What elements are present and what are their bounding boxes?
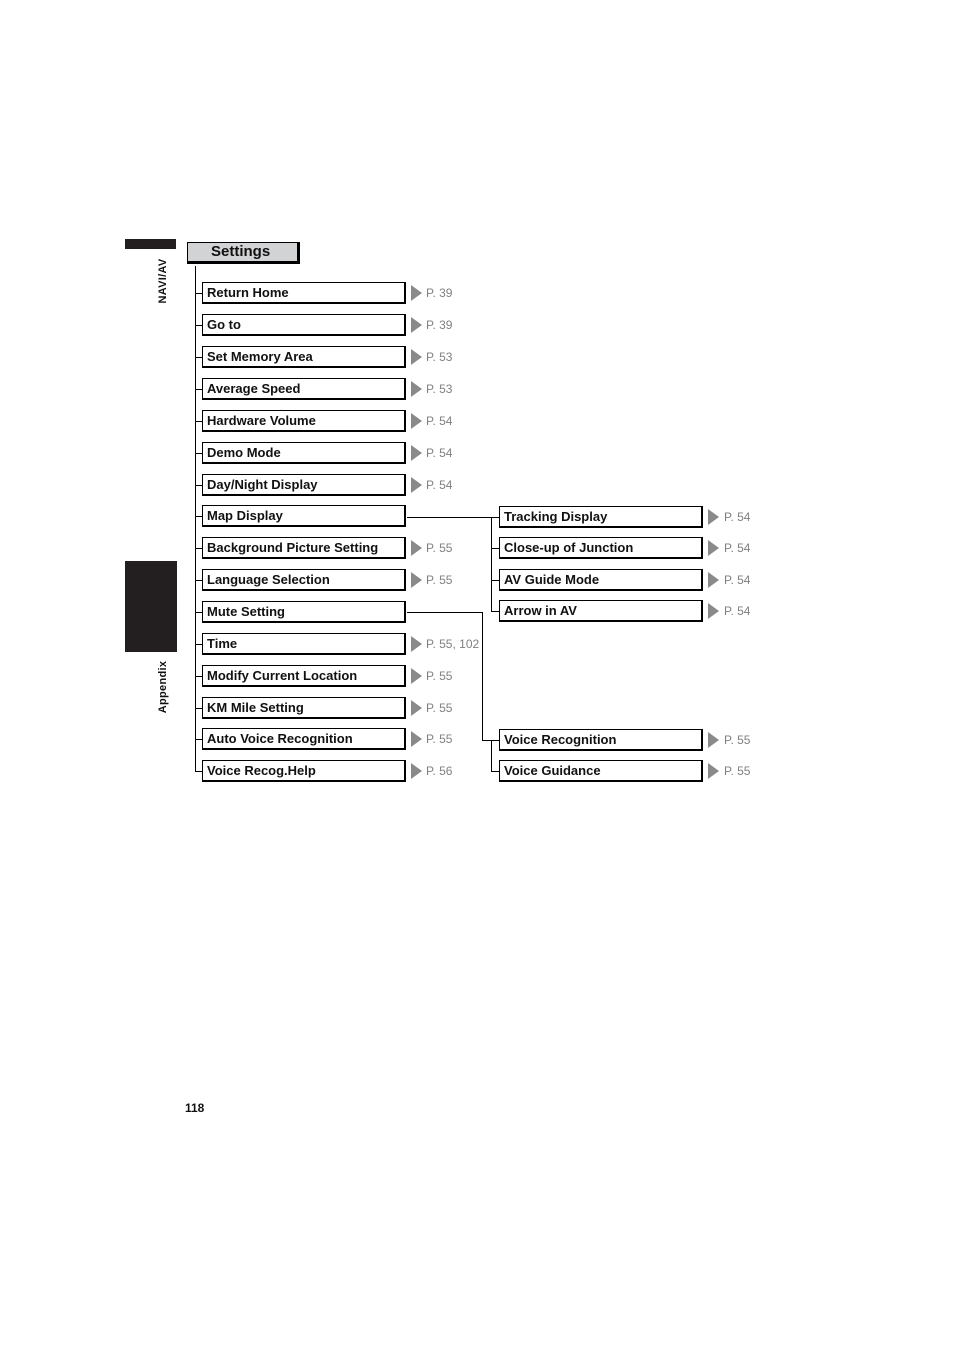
menu-item-arrow-in-av: Arrow in AV bbox=[499, 600, 703, 622]
menu-item-voice-recog-help: Voice Recog.Help bbox=[202, 760, 406, 782]
reference-arrow-icon bbox=[411, 381, 422, 397]
menu-item-go-to: Go to bbox=[202, 314, 406, 336]
page-reference: P. 54 bbox=[724, 604, 751, 618]
reference-arrow-icon bbox=[411, 413, 422, 429]
page-reference: P. 55 bbox=[426, 573, 453, 587]
reference-arrow-icon bbox=[411, 477, 422, 493]
menu-item-background-picture-setting: Background Picture Setting bbox=[202, 537, 406, 559]
reference-arrow-icon bbox=[411, 700, 422, 716]
reference-arrow-icon bbox=[411, 445, 422, 461]
page-reference: P. 54 bbox=[426, 478, 453, 492]
menu-item-map-display: Map Display bbox=[202, 505, 406, 527]
page-reference: P. 55 bbox=[426, 669, 453, 683]
menu-item-average-speed: Average Speed bbox=[202, 378, 406, 400]
reference-arrow-icon bbox=[708, 603, 719, 619]
page-reference: P. 55 bbox=[724, 733, 751, 747]
reference-arrow-icon bbox=[411, 572, 422, 588]
page-reference: P. 53 bbox=[426, 382, 453, 396]
menu-item-av-guide-mode: AV Guide Mode bbox=[499, 569, 703, 591]
reference-arrow-icon bbox=[708, 732, 719, 748]
reference-arrow-icon bbox=[411, 636, 422, 652]
reference-arrow-icon bbox=[411, 317, 422, 333]
menu-item-set-memory-area: Set Memory Area bbox=[202, 346, 406, 368]
settings-section-title: Settings bbox=[187, 242, 300, 264]
page-reference: P. 55 bbox=[724, 764, 751, 778]
reference-arrow-icon bbox=[411, 668, 422, 684]
menu-item-modify-current-location: Modify Current Location bbox=[202, 665, 406, 687]
menu-item-language-selection: Language Selection bbox=[202, 569, 406, 591]
page-reference: P. 39 bbox=[426, 286, 453, 300]
page-reference: P. 55 bbox=[426, 701, 453, 715]
page-reference: P. 55, 102 bbox=[426, 637, 480, 651]
menu-item-day-night-display: Day/Night Display bbox=[202, 474, 406, 496]
reference-arrow-icon bbox=[708, 763, 719, 779]
reference-arrow-icon bbox=[708, 572, 719, 588]
reference-arrow-icon bbox=[411, 285, 422, 301]
page-reference: P. 39 bbox=[426, 318, 453, 332]
menu-item-voice-guidance: Voice Guidance bbox=[499, 760, 703, 782]
page-reference: P. 54 bbox=[724, 573, 751, 587]
page-reference: P. 55 bbox=[426, 541, 453, 555]
menu-item-close-up-of-junction: Close-up of Junction bbox=[499, 537, 703, 559]
menu-item-mute-setting: Mute Setting bbox=[202, 601, 406, 623]
page-reference: P. 55 bbox=[426, 732, 453, 746]
page-reference: P. 54 bbox=[426, 446, 453, 460]
reference-arrow-icon bbox=[411, 763, 422, 779]
menu-item-demo-mode: Demo Mode bbox=[202, 442, 406, 464]
reference-arrow-icon bbox=[411, 731, 422, 747]
menu-item-return-home: Return Home bbox=[202, 282, 406, 304]
menu-item-km-mile-setting: KM Mile Setting bbox=[202, 697, 406, 719]
page-reference: P. 54 bbox=[426, 414, 453, 428]
reference-arrow-icon bbox=[708, 540, 719, 556]
menu-item-voice-recognition: Voice Recognition bbox=[499, 729, 703, 751]
menu-item-auto-voice-recognition: Auto Voice Recognition bbox=[202, 728, 406, 750]
page-number: 118 bbox=[185, 1101, 205, 1115]
page-reference: P. 54 bbox=[724, 541, 751, 555]
menu-item-hardware-volume: Hardware Volume bbox=[202, 410, 406, 432]
menu-item-time: Time bbox=[202, 633, 406, 655]
navi-av-tab-label: NAVI/AV bbox=[157, 258, 169, 304]
menu-item-tracking-display: Tracking Display bbox=[499, 506, 703, 528]
reference-arrow-icon bbox=[411, 540, 422, 556]
page-reference: P. 53 bbox=[426, 350, 453, 364]
page-reference: P. 54 bbox=[724, 510, 751, 524]
reference-arrow-icon bbox=[708, 509, 719, 525]
appendix-tab-label: Appendix bbox=[157, 660, 169, 714]
page-reference: P. 56 bbox=[426, 764, 453, 778]
reference-arrow-icon bbox=[411, 349, 422, 365]
